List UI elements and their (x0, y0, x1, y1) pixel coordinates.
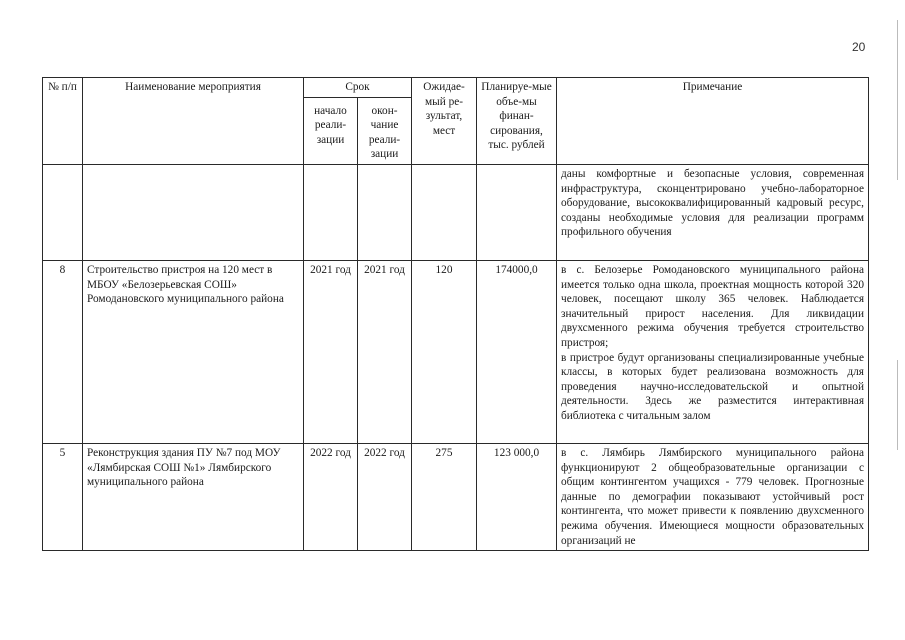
row-num (43, 164, 83, 260)
row-funding: 174000,0 (477, 260, 557, 443)
table-row (43, 164, 869, 260)
header-row (43, 78, 869, 98)
scan-edge-mark (897, 20, 898, 180)
row-start (304, 164, 358, 260)
row-result: 275 (412, 443, 477, 550)
row-start: 2021 год (304, 260, 358, 443)
row-name: Реконструкция здания ПУ №7 под МОУ «Лямбирская СОШ №1» Лямбирского муниципального района (83, 443, 304, 550)
header-term: Срок (304, 78, 412, 98)
row-num: 8 (43, 260, 83, 443)
header-result: Ожидае-мый ре-зультат, мест (412, 78, 477, 165)
row-note: даны комфортные и безопасные условия, современная инфраструктура, сконцентрировано учебно-лабораторное оборудование, высококвалифицированный кадровый ресурс, созданы необходимые условия для реализации программ профильного обучения (557, 164, 869, 260)
header-name: Наименование мероприятия (83, 78, 304, 165)
row-end: 2021 год (358, 260, 412, 443)
row-num: 5 (43, 443, 83, 550)
page-number: 20 (852, 40, 866, 54)
scan-edge-mark (897, 360, 898, 450)
row-note-part-1: в с. Белозерье Ромодановского муниципального района имеется только одна школа, проектная мощность которой 320 человек, посещают школу 365 человек. Наблюдается значительный прирост населения. Для ликвидации двухсменного режима обучения требуется строительство пристроя; (561, 263, 865, 349)
row-result (412, 164, 477, 260)
header-note: Примечание (557, 78, 869, 165)
row-end: 2022 год (358, 443, 412, 550)
table-row (43, 260, 869, 443)
row-note: в с. Лямбирь Лямбирского муниципального района функционируют 2 общеобразовательные организации с общим контингентом учащихся - 779 человек. Прогнозные данные по демографии показывают устойчивый рост контингента, что может привести к появлению двухсменного режима обучения. Имеющиеся мощности образовательных организаций не (557, 443, 869, 550)
row-result: 120 (412, 260, 477, 443)
header-term-end: окон-чание реали-зации (358, 97, 412, 164)
row-name (83, 164, 304, 260)
row-note (557, 260, 869, 443)
header-funding: Планируе-мые объе-мы финан-сирования, тыс. рублей (477, 78, 557, 165)
row-start: 2022 год (304, 443, 358, 550)
row-name: Строительство пристроя на 120 мест в МБОУ «Белозерьевская СОШ» Ромодановского муниципального района (83, 260, 304, 443)
row-funding: 123 000,0 (477, 443, 557, 550)
table-row (43, 443, 869, 550)
row-note-part-2: в пристрое будут организованы специализированные учебные классы, в которых будет реализована возможность для проведения научно-исследовательской и опытной деятельности. Здесь же разместится интерактивная библиотека с читальным залом (561, 351, 865, 422)
activities-table (42, 77, 869, 551)
row-end (358, 164, 412, 260)
header-term-start: начало реали-зации (304, 97, 358, 164)
header-num: № п/п (43, 78, 83, 165)
row-funding (477, 164, 557, 260)
